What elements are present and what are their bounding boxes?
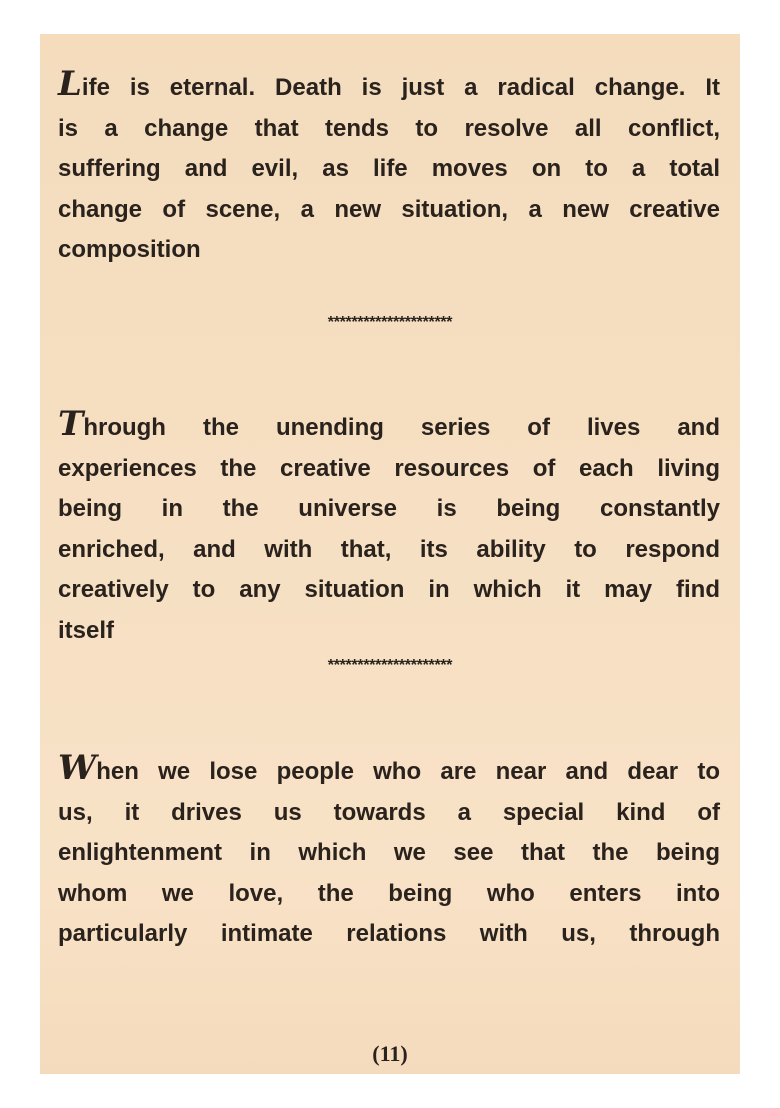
text-line: whom we love, the being who enters into [58,879,720,907]
text-line: hen we lose people who are near and dear to [96,758,720,785]
text-line: enriched, and with that, its ability to respond [58,535,720,563]
text-line: suffering and evil, as life moves on to a total [58,155,720,182]
text-line: composition [58,236,201,263]
separator: ********************* [327,314,453,331]
drop-cap: T [58,404,84,444]
text-line: ife is eternal. Death is just a radical change. It [81,74,720,101]
paragraph-3 [58,748,720,955]
separator: ********************* [327,657,453,674]
text-line: creatively to any situation in which it may find [58,576,720,603]
text-line: hrough the unending series of lives and [83,414,720,441]
text-line: itself [58,616,115,644]
book-page [40,34,740,1074]
paragraph-2 [58,404,720,651]
drop-cap: L [58,64,82,104]
text-line: being in the universe is being constantly [58,495,720,522]
text-line: us, it drives us towards a special kind of [58,798,720,826]
text-line: experiences the creative resources of each living [58,454,720,482]
paragraph-1 [58,64,720,271]
text-line: enlightenment in which we see that the being [58,839,720,866]
page-number: (11) [372,1041,408,1066]
text-line: is a change that tends to resolve all conflict, [58,114,720,142]
drop-cap: W [58,748,97,788]
text-line: particularly intimate relations with us, through [58,920,720,947]
text-line: change of scene, a new situation, a new creative [58,195,720,223]
